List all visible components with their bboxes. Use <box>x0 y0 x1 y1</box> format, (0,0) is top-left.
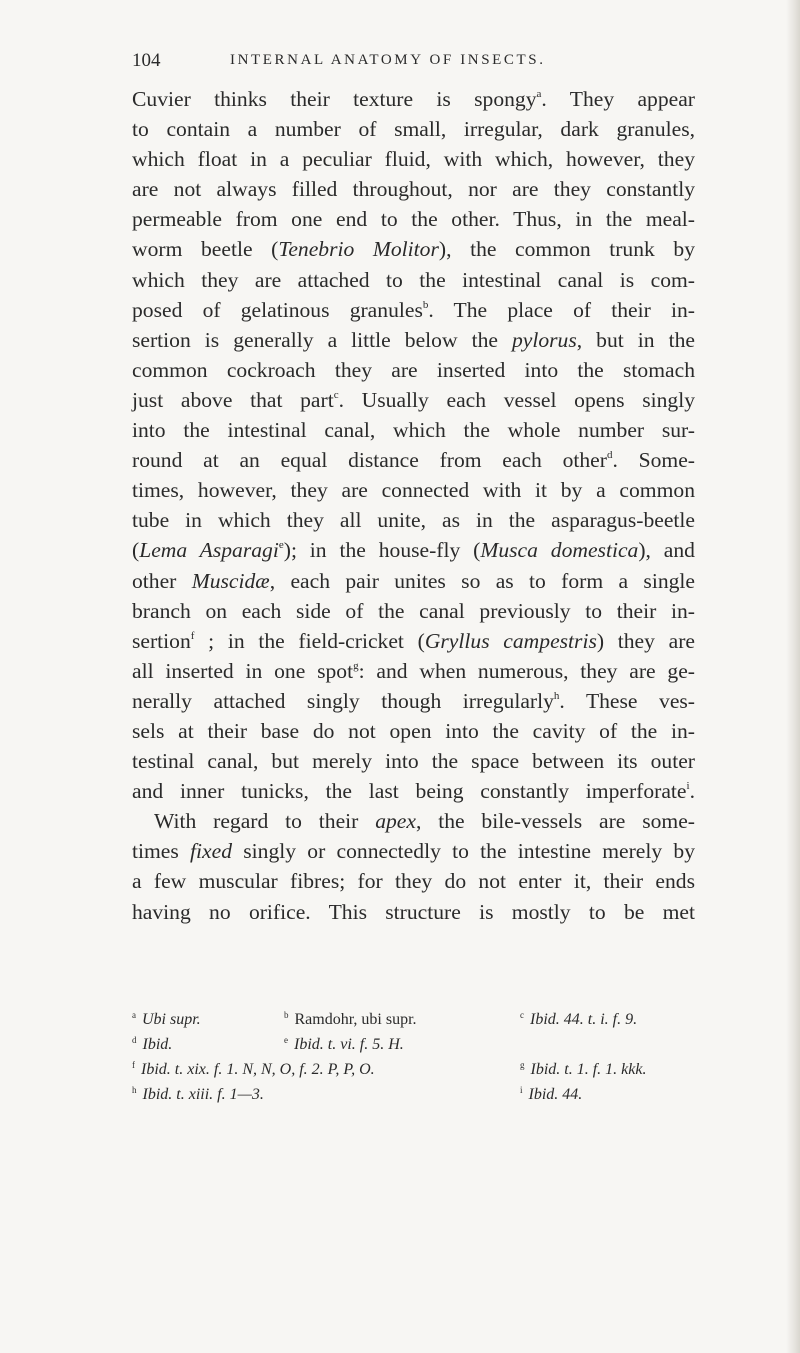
text-line: sertion is generally a little below the pylorus, but in the <box>132 327 695 352</box>
text-line: other Muscidæ, each pair unites so as to form a single <box>132 568 695 593</box>
footnote: $^f$ Ibid. t. xix. f. 1. N, N, O, f. 2. P, P, O. <box>132 1060 375 1078</box>
text-line: into the intestinal canal, which the whole number sur- <box>132 418 695 443</box>
text-line: branch on each side of the canal previously to their in- <box>132 598 695 623</box>
text-line: posed of gelatinous granules$^b$. The place of their in- <box>132 297 695 322</box>
footnote: $^g$ Ibid. t. 1. f. 1. kkk. <box>520 1060 647 1078</box>
text-line: worm beetle (Tenebrio Molitor), the common trunk by <box>132 237 695 262</box>
text-line: permeable from one end to the other. Thus, in the meal- <box>132 207 695 232</box>
text-line: which they are attached to the intestinal canal is com- <box>132 267 695 292</box>
running-title: INTERNAL ANATOMY OF INSECTS. <box>230 52 546 68</box>
text-line: times fixed singly or connectedly to the intestine merely by <box>132 839 695 864</box>
text-line: testinal canal, but merely into the space between its outer <box>132 749 695 774</box>
text-line: which float in a peculiar fluid, with which, however, they <box>132 147 695 172</box>
page-binding-shadow <box>786 0 800 1353</box>
footnote: $^h$ Ibid. t. xiii. f. 1—3. <box>132 1085 264 1103</box>
text-line: Cuvier thinks their texture is spongy$^a$. They appear <box>132 87 695 111</box>
footnote: $^a$ Ubi supr. <box>132 1010 201 1028</box>
text-line: sels at their base do not open into the cavity of the in- <box>132 718 695 743</box>
page-number: 104 <box>132 50 161 71</box>
footnote: $^i$ Ibid. 44. <box>520 1085 583 1103</box>
footnote: $^e$ Ibid. t. vi. f. 5. H. <box>284 1035 404 1053</box>
text-line: With regard to their apex, the bile-vessels are some- <box>154 809 695 834</box>
text-line: times, however, they are connected with it by a common <box>132 478 695 503</box>
footnote: $^d$ Ibid. <box>132 1035 173 1053</box>
footnotes <box>132 1007 698 1107</box>
body-text <box>132 84 695 927</box>
text-line: tube in which they all unite, as in the asparagus-beetle <box>132 508 695 533</box>
text-line: just above that part$^c$. Usually each vessel opens singly <box>132 387 696 412</box>
footnote-row <box>132 1057 698 1082</box>
footnote-row <box>132 1007 698 1032</box>
footnote: $^c$ Ibid. 44. t. i. f. 9. <box>520 1010 638 1028</box>
text-line: (Lema Asparagi$^e$); in the house-fly (Musca domestica), and <box>132 538 695 563</box>
text-line: round at an equal distance from each other$^d$. Some- <box>132 448 695 473</box>
text-line: a few muscular fibres; for they do not enter it, their ends <box>132 869 695 894</box>
footnote: $^b$ Ramdohr, ubi supr. <box>284 1010 417 1028</box>
text-line: and inner tunicks, the last being constantly imperforate$^i$. <box>132 779 695 804</box>
text-line: all inserted in one spot$^g$: and when numerous, they are ge- <box>132 658 695 683</box>
text-line: to contain a number of small, irregular, dark granules, <box>132 117 695 142</box>
text-line: sertion$^f$ ; in the field-cricket (Gryllus campestris) they are <box>132 628 695 653</box>
text-line: are not always filled throughout, nor are they constantly <box>132 177 695 202</box>
text-line: having no orifice. This structure is mostly to be met <box>132 899 695 924</box>
text-line: nerally attached singly though irregularly$^h$. These ves- <box>132 688 696 713</box>
footnote-row <box>132 1082 698 1107</box>
text-line: common cockroach they are inserted into the stomach <box>132 357 695 382</box>
footnote-row <box>132 1032 698 1057</box>
